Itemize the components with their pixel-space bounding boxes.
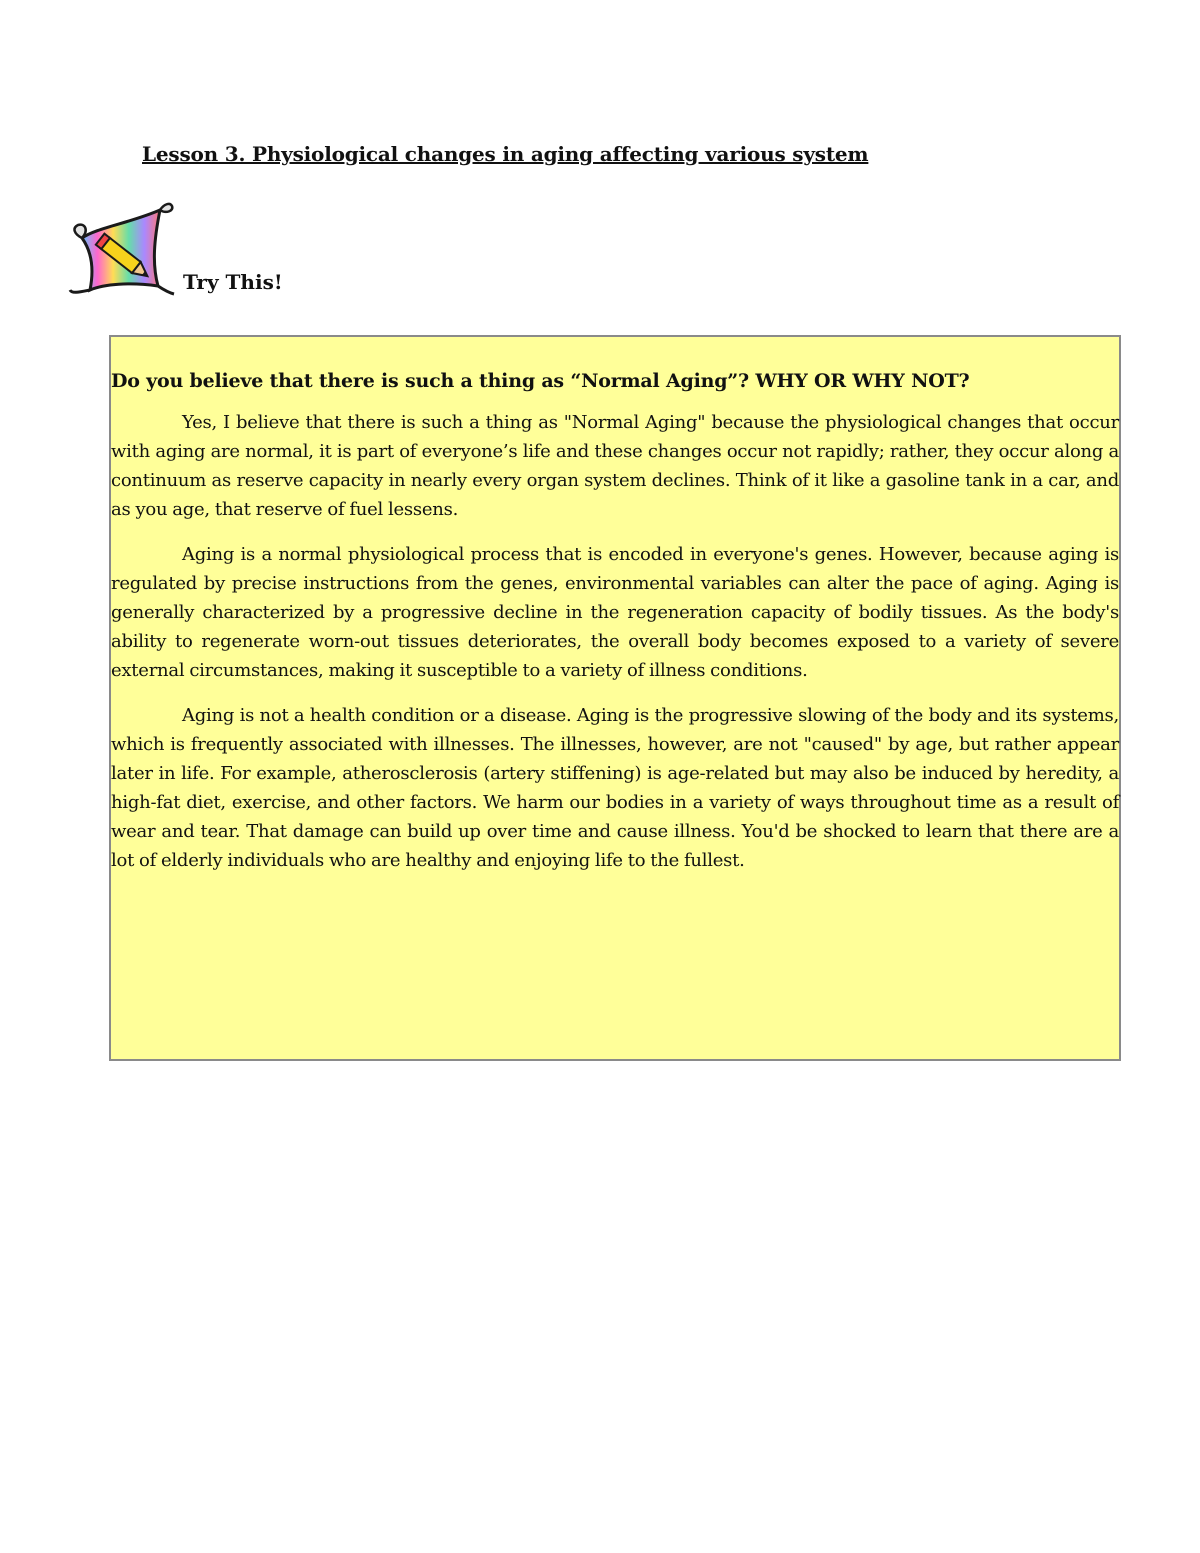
answer-paragraph: Aging is not a health condition or a disease. Aging is the progressive slowing of the body and its systems, which is frequently associated with illnesses. The illnesses, however, are not "caused" by age, but rather appear later in life. For example, atherosclerosis (artery stiffening) is age-related but may also be induced by heredity, a high-fat diet, exercise, and other factors. We harm our bodies in a variety of ways throughout time as a result of wear and tear. That damage can build up over time and cause illness. You'd be shocked to learn that there are a lot of elderly individuals who are healthy and enjoying life to the fullest. bbox=[111, 705, 1119, 871]
try-this-label: Try This! bbox=[183, 270, 283, 294]
question-heading: Do you believe that there is such a thing as “Normal Aging”? WHY OR WHY NOT? bbox=[111, 370, 970, 392]
answer-box bbox=[109, 335, 1121, 1061]
answer-paragraph: Aging is a normal physiological process that is encoded in everyone's genes. However, because aging is regulated by precise instructions from the genes, environmental variables can alter the pace of aging. Aging is generally characterized by a progressive decline in the regeneration capacity of bodily tissues. As the body's ability to regenerate worn-out tissues deteriorates, the overall body becomes exposed to a variety of severe external circumstances, making it susceptible to a variety of illness conditions. bbox=[111, 544, 1119, 681]
lesson-title: Lesson 3. Physiological changes in aging affecting various system bbox=[142, 142, 869, 166]
answer-paragraph: Yes, I believe that there is such a thing as "Normal Aging" because the physiological changes that occur with aging are normal, it is part of everyone’s life and these changes occur not rapidly; rather, they occur along a continuum as reserve capacity in nearly every organ system declines. Think of it like a gasoline tank in a car, and as you age, that reserve of fuel lessens. bbox=[111, 412, 1119, 520]
pencil-scroll-icon bbox=[68, 198, 180, 302]
